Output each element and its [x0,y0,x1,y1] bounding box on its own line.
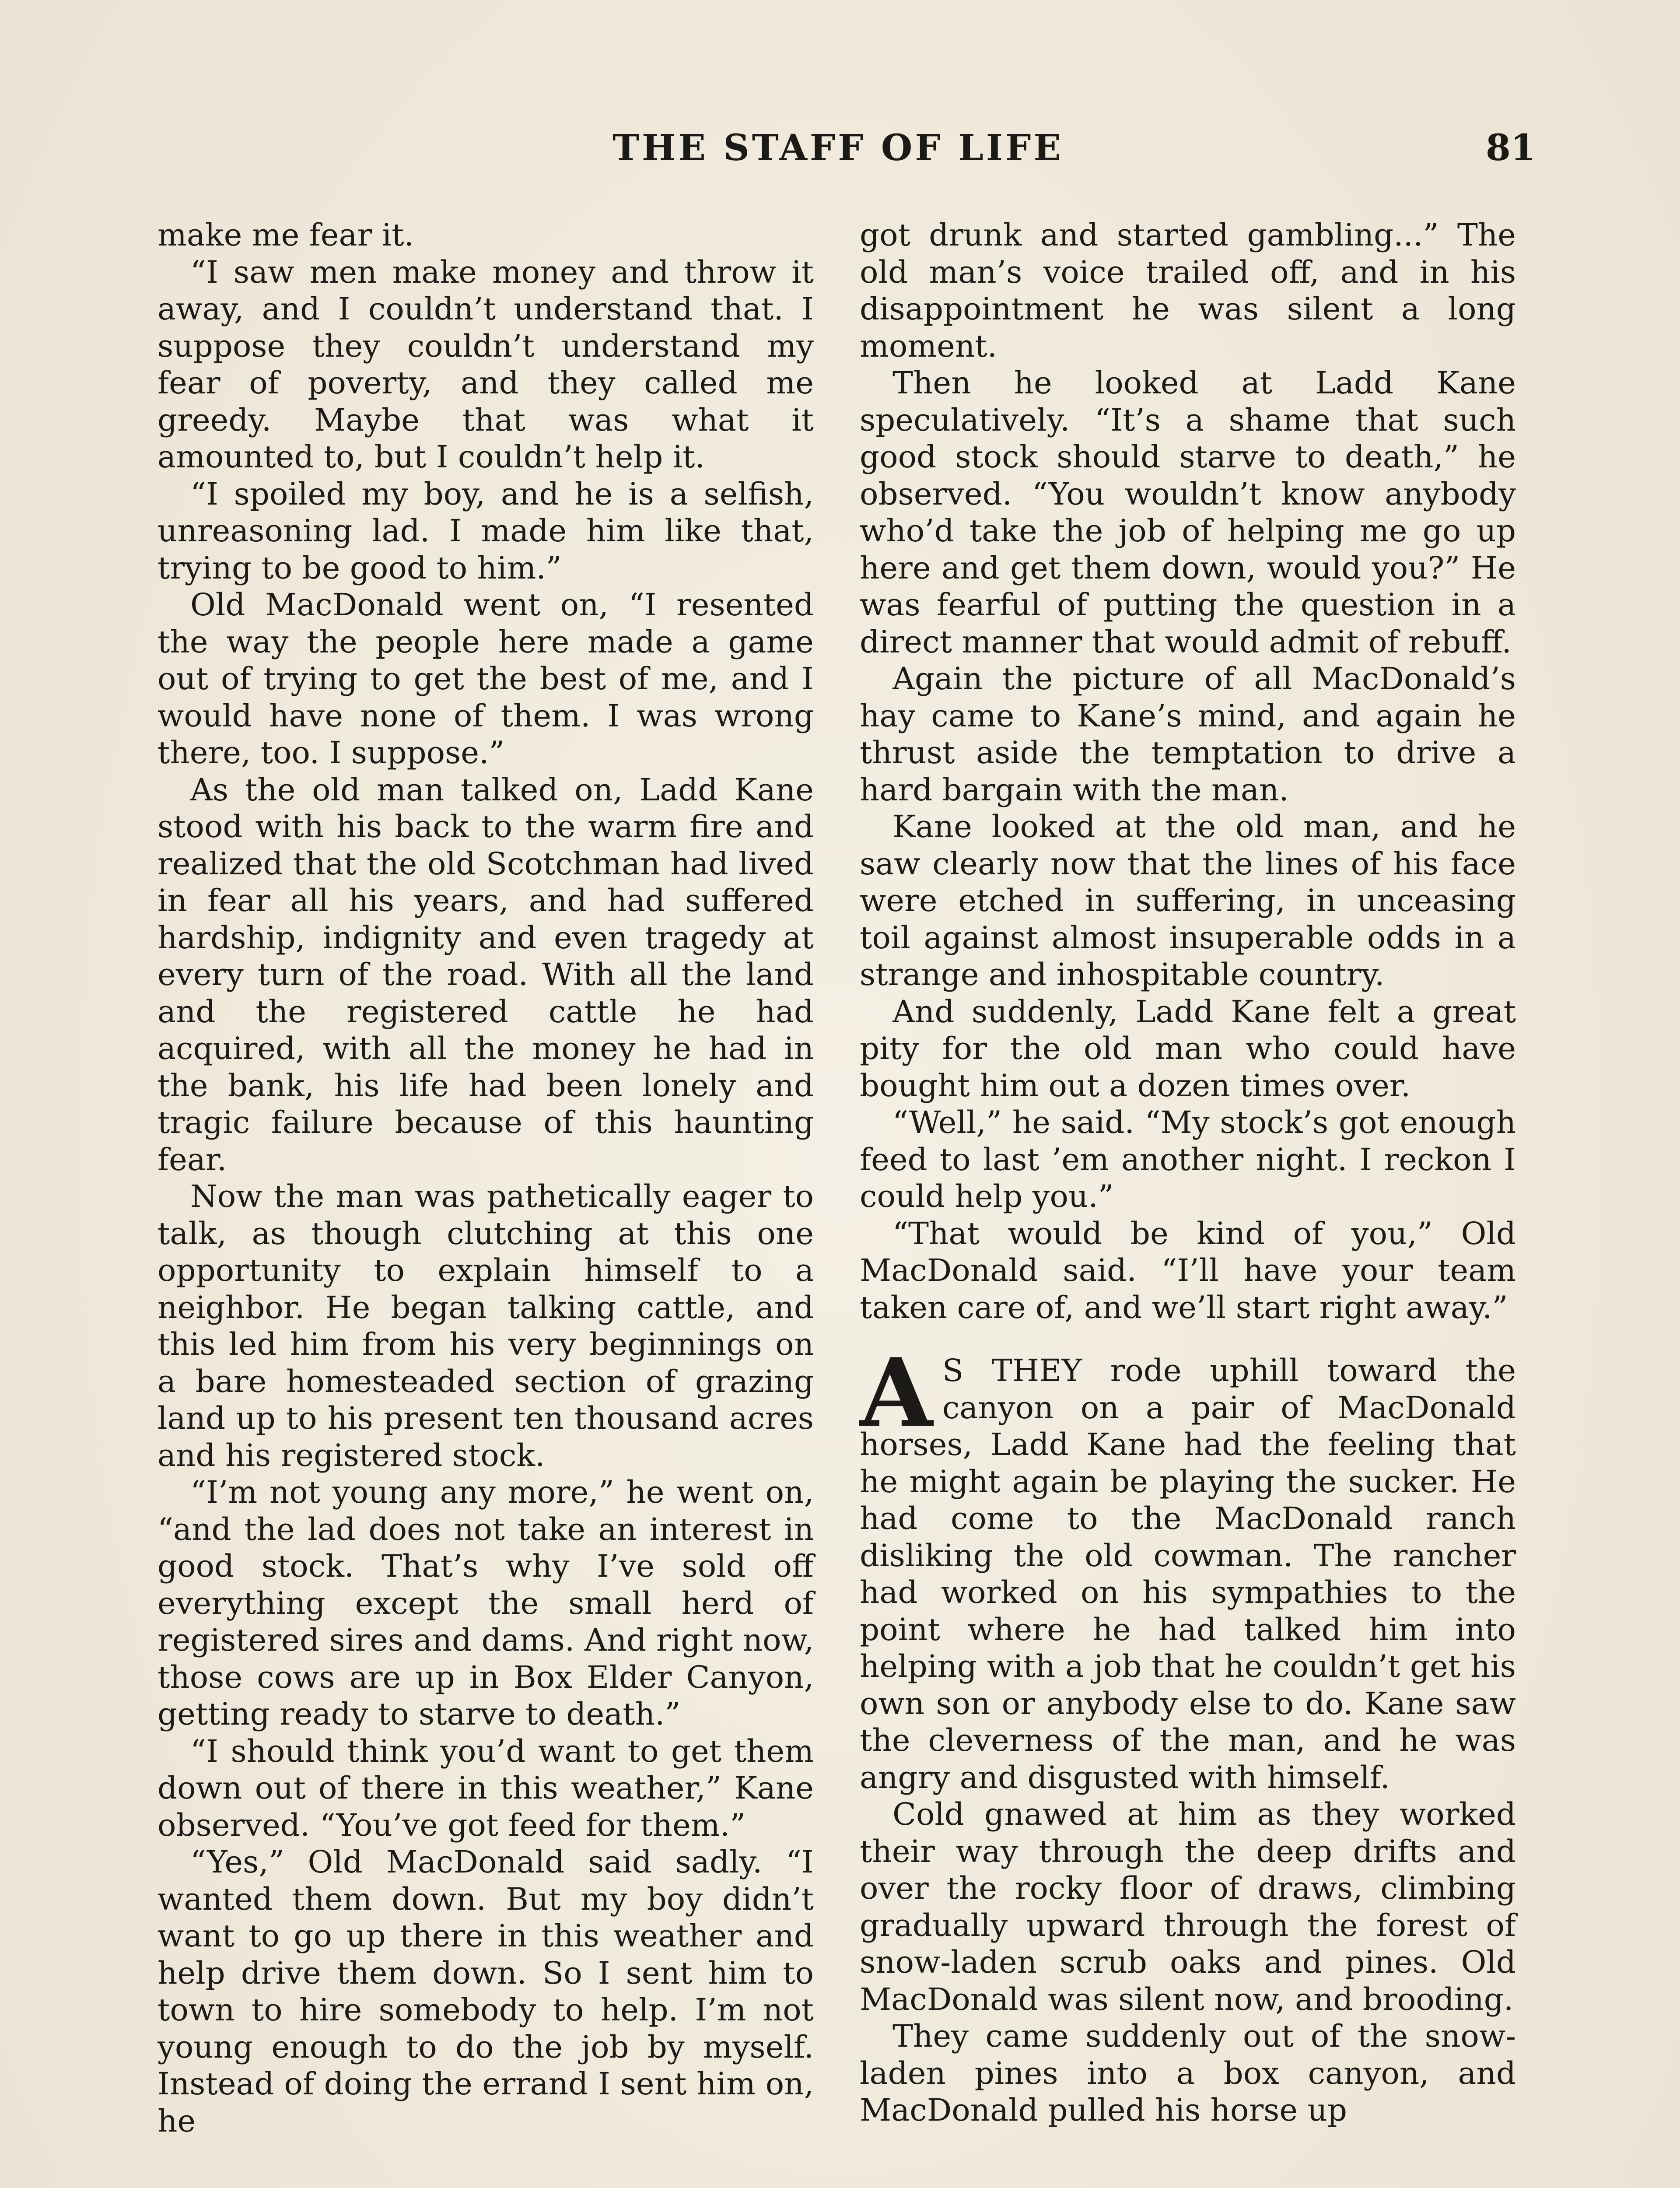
paragraph: Old MacDonald went on, “I resented the way the people here made a game out of trying to get the best of me, and I would have none of them. I was wrong there, too. I suppose.” [158,587,814,771]
right-column [860,217,1516,2129]
paragraph: “I spoiled my boy, and he is a selfish, unreasoning lad. I made him like that, trying to be good to him.” [158,476,814,586]
page-number: 81 [1485,127,1536,169]
paragraph: Kane looked at the old man, and he saw clearly now that the lines of his face were etched in suffering, in unceasing toil against almost insuperable odds in a strange and inhospitable country. [860,809,1516,992]
drop-cap: A [860,1337,933,1448]
paragraph: They came suddenly out of the snow-laden pines into a box canyon, and MacDonald pulled his horse up [860,2018,1516,2128]
paragraph: make me fear it. [158,217,414,253]
paragraph: “I’m not young any more,” he went on, “and the lad does not take an interest in good stock. That’s why I’ve sold off everything except the small herd of registered sires and dams. And right now, those cows are up in Box Elder Canyon, getting ready to starve to death.” [158,1474,814,1732]
paragraph: “Well,” he said. “My stock’s got enough feed to last ’em another night. I reckon I could help you.” [860,1105,1516,1214]
paragraph: Then he looked at Ladd Kane speculatively. “It’s a shame that such good stock should starve to death,” he observed. “You wouldn’t know anybody who’d take the job of helping me go up here and get them down, would you?” He was fearful of putting the question in a direct manner that would admit of rebuff. [860,365,1516,660]
paragraph: Now the man was pathetically eager to talk, as though clutching at this one opportunity to explain himself to a neighbor. He began talking cattle, and this led him from his very beginnings on a bare homesteaded section of grazing land up to his present ten thousand acres and his registered stock. [158,1178,814,1473]
paragraph: “I should think you’d want to get them down out of there in this weather,” Kane observed. “You’ve got feed for them.” [158,1733,814,1843]
paragraph: “Yes,” Old MacDonald said sadly. “I wanted them down. But my boy didn’t want to go up there in this weather and help drive them down. So I sent him to town to hire somebody to help. I’m not young enough to do the job by myself. Instead of doing the errand I sent him on, he [158,1844,814,2139]
page-header [158,127,1536,175]
paragraph: got drunk and started gambling...” The old man’s voice trailed off, and in his disappointment he was silent a long moment. [860,217,1516,364]
section-opening-paragraph [860,1337,1516,1796]
section-opening-text: S THEY rode uphill toward the canyon on a pair of MacDonald horses, Ladd Kane had the feeling that he might again be playing the sucker. He had come to the MacDonald ranch disliking the old cowman. The rancher had worked on his sympathies to the point where he had talked him into helping with a job that he couldn’t get his own son or anybody else to do. Kane saw the cleverness of the man, and he was angry and disgusted with himself. [860,1353,1516,1795]
paragraph: Cold gnawed at him as they worked their way through the deep drifts and over the rocky floor of draws, climbing gradually upward through the forest of snow-laden scrub oaks and pines. Old MacDonald was silent now, and brooding. [860,1796,1516,2017]
paragraph: “I saw men make money and throw it away, and I couldn’t understand that. I suppose they couldn’t understand my fear of poverty, and they called me greedy. Maybe that was what it amounted to, but I couldn’t help it. [158,254,814,475]
left-column [158,217,814,2139]
paragraph: Again the picture of all MacDonald’s hay came to Kane’s mind, and again he thrust aside the temptation to drive a hard bargain with the man. [860,661,1516,808]
running-title: THE STAFF OF LIFE [612,127,1064,169]
paragraph: As the old man talked on, Ladd Kane stood with his back to the warm fire and realized that the old Scotchman had lived in fear all his years, and had suffered hardship, indignity and even tragedy at every turn of the road. With all the land and the registered cattle he had acquired, with all the money he had in the bank, his life had been lonely and tragic failure because of this haunting fear. [158,771,814,1178]
paragraph: “That would be kind of you,” Old MacDonald said. “I’ll have your team taken care of, and we’ll start right away.” [860,1215,1516,1325]
paragraph: And suddenly, Ladd Kane felt a great pity for the old man who could have bought him out a dozen times over. [860,993,1516,1104]
